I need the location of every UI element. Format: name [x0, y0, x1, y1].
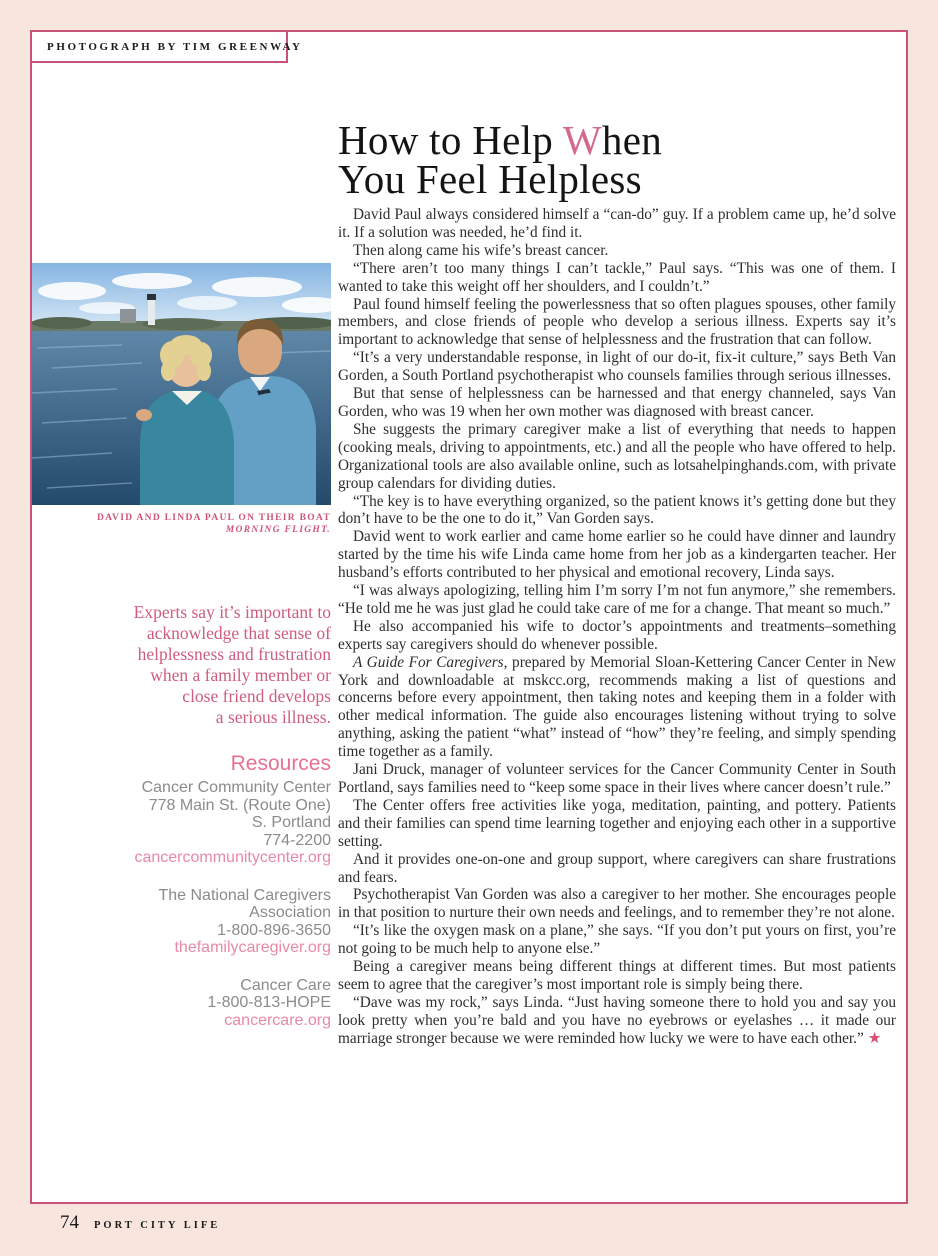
resource-link[interactable]: cancercommunitycenter.org	[134, 849, 331, 866]
article-paragraph: “It’s a very understandable response, in light of our do-it, fix-it culture,” says Beth Van Gorden, a South Portland psychotherapist who counsels families through serious illnesses.	[338, 349, 896, 385]
photo-caption-line1: DAVID AND LINDA PAUL ON THEIR BOAT	[96, 513, 331, 523]
page-footer	[60, 1212, 220, 1234]
article-paragraph: Then along came his wife’s breast cancer.	[353, 241, 609, 259]
article-paragraph: David went to work earlier and came home earlier so he could have dinner and laundry started by the time his wife Linda came home from her job as a kindergarten teacher. Her husband’s efforts contributed to her physical and emotional recovery, Linda says.	[338, 528, 896, 582]
resources-title: Resources	[230, 752, 331, 775]
pull-quote-line: when a family member or	[150, 665, 331, 685]
resource-link[interactable]: thefamilycaregiver.org	[174, 939, 331, 956]
magazine-name: PORT CITY LIFE	[94, 1220, 221, 1231]
photo-credit-box	[30, 30, 303, 63]
resource-line: The National Caregivers	[158, 886, 331, 904]
article-paragraph: A Guide For Caregivers, prepared by Memorial Sloan-Kettering Cancer Center in New York and downloadable at mskcc.org, recommends making a list of questions and concerns before every appointment, then taking notes and keeping them in a folder with other medical information. The guide also encourages listening without trying to solve anything, asking the patient “what” instead of “how” they’re feeling, and simply spending time together as a family.	[338, 653, 896, 761]
resource-line: 774-2200	[263, 831, 331, 849]
article-paragraph: “The key is to have everything organized, so the patient knows it’s getting done but they don’t have to be the one to do it,” Van Gorden says.	[338, 492, 896, 528]
article-paragraph: Being a caregiver means being different things at different times. But most patients seem to agree that the caregiver’s most important role is simply being there.	[338, 958, 896, 993]
article-paragraph: Psychotherapist Van Gorden was also a caregiver to her mother. She encourages people in that position to nurture their own needs and feelings, and to remember they’re not alone.	[338, 886, 896, 922]
title-post: hen	[601, 117, 663, 163]
title-accent-letter: W	[562, 117, 602, 163]
article-paragraph: She suggests the primary caregiver make a list of everything that needs to happen (cooking meals, driving to appointments, etc.) and all the people who have offered to help. Organizational tools are also available online, such as lotsahelpinghands.com, with private group calendars for dividing duties.	[338, 420, 896, 492]
article	[338, 117, 896, 1048]
photo-credit-label: PHOTOGRAPH BY TIM GREENWAY	[47, 40, 303, 53]
pull-quote-line: close friend develops	[182, 686, 331, 706]
resource-link[interactable]: cancercare.org	[224, 1011, 331, 1029]
article-paragraph: Paul found himself feeling the powerlessness that so often plagues spouses, other family members, and close friends of people who develop a serious illness. Experts say it’s important to acknowledge that sense of helplessness and the frustration that can follow.	[338, 295, 896, 349]
couple-boat-photo	[32, 263, 331, 505]
pull-quote-line: a serious illness.	[215, 707, 331, 727]
resource-line: 1-800-813-HOPE	[207, 994, 331, 1011]
resource-entry	[40, 779, 331, 867]
resource-entry	[40, 887, 331, 957]
article-paragraph: The Center offers free activities like yoga, meditation, painting, and pottery. Patients and their families can spend time learning together and enjoying each other in a supportive setting.	[338, 796, 896, 850]
title-line2: You Feel Helpless	[338, 156, 642, 202]
article-paragraph: He also accompanied his wife to doctor’s appointments and treatments–something experts say caregivers should do whenever possible.	[338, 617, 896, 653]
photo-caption	[32, 512, 331, 536]
building	[120, 309, 136, 323]
star-icon: ★	[867, 1029, 882, 1047]
resource-line: 1-800-896-3650	[217, 921, 331, 939]
resource-line: Association	[249, 904, 331, 921]
resource-line: Cancer Community Center	[141, 779, 331, 796]
article-title	[338, 117, 896, 202]
article-body	[338, 206, 896, 1048]
resource-entry	[40, 977, 331, 1030]
article-paragraph: “It’s like the oxygen mask on a plane,” she says. “If you don’t put yours on first, you’re not going to be much help to anyone else.”	[338, 922, 896, 958]
resource-line: Cancer Care	[240, 976, 331, 994]
resource-line: S. Portland	[251, 814, 331, 831]
article-paragraph: And it provides one-on-one and group support, where caregivers can share frustrations and fears.	[338, 850, 896, 886]
resources-sidebar	[40, 752, 331, 1049]
article-paragraph: Jani Druck, manager of volunteer services for the Cancer Community Center in South Portland, says families need to “keep some space in their lives where cancer doesn’t rule.”	[338, 761, 896, 796]
article-paragraph: David Paul always considered himself a “can-do” guy. If a problem came up, he’d solve it. If a solution was needed, he’d find it.	[338, 206, 896, 241]
article-paragraph: “I was always apologizing, telling him I’m sorry I’m not fun anymore,” she remembers. “He told me he was just glad he could take care of me for a change. That meant so much.”	[338, 582, 896, 617]
pull-quote	[40, 602, 331, 728]
pull-quote-line: Experts say it’s important to	[133, 602, 331, 622]
pull-quote-line: acknowledge that sense of	[146, 623, 331, 643]
pull-quote-line: helplessness and frustration	[137, 644, 331, 664]
man-hand	[136, 409, 152, 421]
resource-line: 778 Main St. (Route One)	[148, 796, 331, 814]
article-paragraph: But that sense of helplessness can be harnessed and that energy channeled, says Van Gorden, who was 19 when her own mother was diagnosed with breast cancer.	[338, 385, 896, 420]
guide-title-italic: A Guide For Caregivers	[353, 653, 504, 671]
lighthouse-icon	[147, 294, 156, 325]
article-paragraph: “Dave was my rock,” says Linda. “Just having someone there to hold you and say you look pretty when you’re bald and you have no eyebrows or eyelashes … it made our marriage stronger because we were reminded how lucky we were to have each other.” ★	[338, 993, 896, 1047]
photo-caption-line2: MORNING FLIGHT.	[225, 525, 331, 535]
article-paragraph: “There aren’t too many things I can’t tackle,” Paul says. “This was one of them. I wanted to take this weight off her shoulders, and I couldn’t.”	[338, 259, 896, 295]
title-pre: How to Help	[338, 117, 563, 163]
page-number: 74	[60, 1212, 79, 1233]
